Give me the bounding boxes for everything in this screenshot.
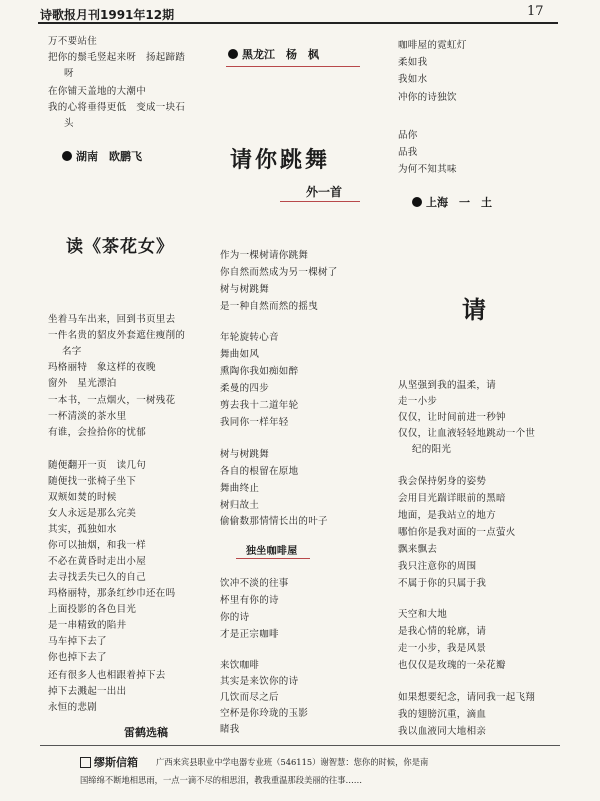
poem-line: 其实是来饮你的诗 (220, 676, 299, 687)
poem-line: 一杯清淡的茶水里 (48, 411, 127, 422)
poem-line: 女人永远是那么完美 (48, 508, 137, 519)
poem-line: 去寻找丢失已久的自己 (48, 572, 147, 583)
footer-top-rule (40, 745, 560, 746)
poem-line: 掉下去溅起一出出 (48, 686, 127, 697)
poem-line: 空杯是你玲珑的玉影 (220, 708, 309, 719)
poem-line: 偷偷数那情情长出的叶子 (220, 516, 328, 527)
poem-line: 睹我 (220, 724, 240, 735)
mailbox-icon (80, 757, 91, 768)
byline-text: 上海 一 土 (426, 196, 492, 209)
poem-chahuanu (48, 314, 238, 734)
poem-title-qing: 请 (462, 296, 486, 324)
poem-line: 我只注意你的周围 (398, 561, 477, 572)
poem-line: 马车掉下去了 (48, 636, 107, 647)
poem-line: 才是正宗咖啡 (220, 629, 279, 640)
poem-line: 有谁，会捡拾你的忧郁 (48, 427, 147, 438)
poem-line: 双颊如焚的时候 (48, 492, 117, 503)
poem-line: 随便找一张椅子坐下 (48, 476, 137, 487)
poem-line: 饮冲不淡的往事 (220, 578, 289, 589)
bullet-icon (62, 151, 72, 161)
poem-line: 品你 (398, 130, 418, 141)
poem-line: 走一小步 (398, 396, 438, 407)
byline-underline (226, 66, 360, 67)
poem-line: 玛格丽特，那条红纱巾还在吗 (48, 588, 176, 599)
poem-line: 走一小步，我是风景 (398, 643, 487, 654)
poem-line: 我的心将垂得更低 变成一块石 (48, 102, 186, 113)
poem-line: 头 (64, 118, 74, 129)
poem-line: 天空和大地 (398, 609, 448, 620)
poem-line: 为何不知其味 (398, 164, 457, 175)
poem-line: 纪的阳光 (412, 444, 452, 455)
poem-line: 玛格丽特 象这样的夜晚 (48, 362, 156, 373)
poem-line: 永恒的悲剧 (48, 702, 98, 713)
poem-title-chahua: 读《茶花女》 (66, 237, 174, 257)
poem-line: 咖啡屋的霓虹灯 (398, 40, 467, 51)
poem-line: 仅仅，让血液轻轻地跳动一个世 (398, 428, 536, 439)
poem-line: 你的诗 (220, 612, 250, 623)
bullet-icon (228, 49, 238, 59)
poem-line: 品我 (398, 147, 418, 158)
poem-line: 年轮旋转心音 (220, 332, 279, 343)
poem-line: 柔如我 (398, 57, 428, 68)
poem-line: 还有很多人也相跟着掉下去 (48, 670, 166, 681)
poem-line: 你也掉下去了 (48, 652, 107, 663)
poem-line: 名字 (62, 346, 82, 357)
subtitle-underline (280, 201, 360, 202)
bullet-icon (412, 197, 422, 207)
footer-mailbox (40, 752, 560, 796)
poem-line: 一本书，一点烟火，一树残花 (48, 395, 176, 406)
poem-line: 剪去我十二道年轮 (220, 400, 299, 411)
header-rule (38, 22, 558, 24)
poem-qing (398, 380, 568, 740)
footer-line-2: 国缔绵不断地相思雨，一点一滴不尽的相思泪，教我重温那段美丽的往事…… (80, 775, 363, 785)
subtitle2-underline (236, 558, 310, 559)
byline-heilongjiang (228, 46, 319, 62)
poem-line: 杯里有你的诗 (220, 595, 279, 606)
poem-line: 舞曲终止 (220, 483, 260, 494)
poem-line: 是一串精致的陷井 (48, 620, 127, 631)
poem-line: 我以血液同大地相亲 (398, 726, 487, 737)
main-subtitle: 外一首 (306, 185, 343, 199)
poem-line: 作为一棵树请你跳舞 (220, 250, 309, 261)
poem-line: 飘来飘去 (398, 544, 438, 555)
poem-line: 我如水 (398, 74, 428, 85)
poem-line: 哪怕你是我对面的一点萤火 (398, 527, 516, 538)
poem-line: 你可以抽烟，和我一样 (48, 540, 147, 551)
main-title: 请你跳舞 (230, 148, 331, 173)
poem-line: 树与树跳舞 (220, 284, 270, 295)
poem-line: 我会保持躬身的姿势 (398, 476, 487, 487)
poem-line: 在你铺天盖地的大潮中 (48, 86, 147, 97)
poem-line: 上面投影的各色目光 (48, 604, 137, 615)
byline-editor: 雷鹤选稿 (124, 726, 168, 739)
poem-line: 随便翻开一页 读几句 (48, 460, 147, 471)
poem-line: 会用目光踹详眼前的黑暗 (398, 493, 506, 504)
poem-line: 冲你的诗独饮 (398, 92, 457, 103)
poem-line: 各自的根留在原地 (220, 466, 299, 477)
poem-line: 呀 (64, 68, 74, 79)
poem-qingnitiaowu (220, 250, 390, 740)
right-top-poem-ending (398, 40, 558, 180)
byline-text: 黑龙江 杨 枫 (242, 48, 319, 61)
page-header (0, 0, 600, 30)
poem-line: 仅仅，让时间前进一秒钟 (398, 412, 506, 423)
page-number: 17 (527, 4, 544, 19)
poem-line: 一件名贵的貂皮外套遮住瘦削的 (48, 330, 186, 341)
poem-line: 地面，是我站立的地方 (398, 510, 497, 521)
poem-line: 坐着马车出来，回到书页里去 (48, 314, 176, 325)
poem-line: 我同你一样年轻 (220, 417, 289, 428)
poem-line: 柔曼的四步 (220, 383, 270, 394)
byline-shanghai (412, 194, 492, 210)
left-top-poem-ending (48, 36, 238, 166)
poem-line: 如果想要纪念，请同我一起飞翔 (398, 692, 536, 703)
poem-line: 从坚强到我的温柔，请 (398, 380, 497, 391)
journal-title: 诗歌报月刊1991年12期 (40, 8, 175, 22)
poem-line: 是一种自然而然的摇曳 (220, 301, 319, 312)
poem-line: 也仅仅是玫瑰的一朵花瓣 (398, 660, 506, 671)
poem-line: 熏陶你我如痴如醉 (220, 366, 299, 377)
poem-line: 其实，孤独如水 (48, 524, 117, 535)
poem-line: 来饮咖啡 (220, 660, 260, 671)
poem-line: 几饮而尽之后 (220, 692, 279, 703)
poem-line: 万不要站住 (48, 36, 98, 47)
poem-line: 把你的鬃毛竖起来呀 扬起蹄踏 (48, 52, 186, 63)
poem-line: 我的翅膀沉重，滴血 (398, 709, 487, 720)
poem-line: 你自然而然成为另一棵树了 (220, 267, 338, 278)
poem-line: 树归故土 (220, 500, 260, 511)
byline-hunan (62, 148, 142, 164)
poem-line: 不必在黄昏时走出小屋 (48, 556, 147, 567)
footer-label: 缪斯信箱 (94, 756, 138, 769)
poem-line: 是我心情的轮廓，请 (398, 626, 487, 637)
poem-line: 不属于你的只属于我 (398, 578, 487, 589)
poem-line: 舞曲如风 (220, 349, 260, 360)
footer-line-1: 广西来宾县职业中学电器专业班（546115）谢智慧：您你的时候，你是南 (156, 757, 429, 767)
poem-subtitle-kafeiwu: 独坐咖啡屋 (246, 546, 298, 557)
poem-line: 窗外 星光漂泊 (48, 378, 117, 389)
poem-line: 树与树跳舞 (220, 449, 270, 460)
byline-text: 湖南 欧鹏飞 (76, 150, 142, 163)
